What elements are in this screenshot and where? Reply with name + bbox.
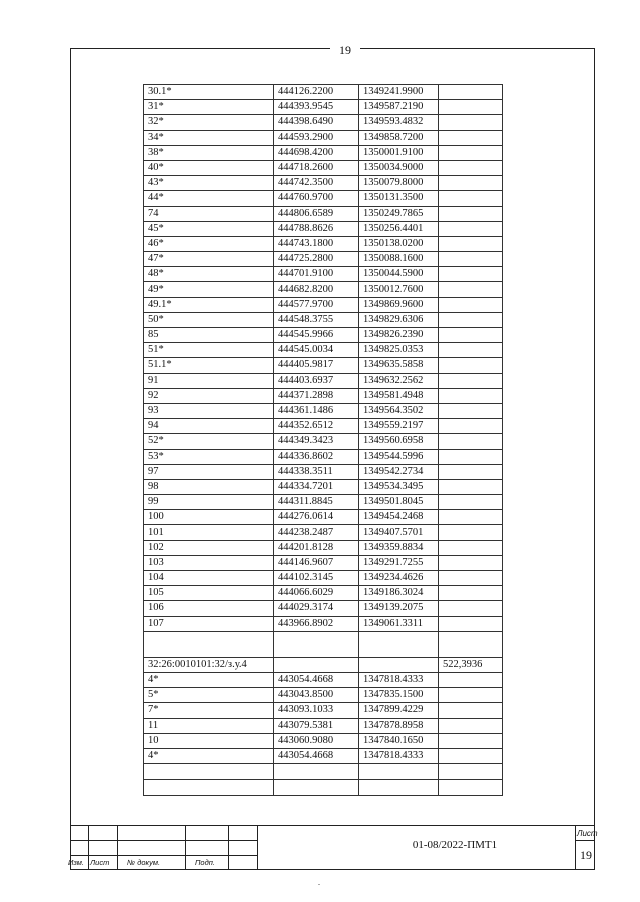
table-cell: 444398.6490 bbox=[274, 115, 359, 130]
table-cell bbox=[439, 616, 503, 631]
table-row bbox=[144, 479, 503, 494]
table-cell bbox=[439, 525, 503, 540]
table-cell: 34* bbox=[144, 130, 274, 145]
table-cell: 1349501.8045 bbox=[359, 495, 439, 510]
table-cell: 1349560.6958 bbox=[359, 434, 439, 449]
table-row bbox=[144, 464, 503, 479]
stamp-row-line bbox=[70, 840, 257, 841]
table-cell: 91 bbox=[144, 373, 274, 388]
table-cell: 1350001.9100 bbox=[359, 145, 439, 160]
table-cell: 4* bbox=[144, 672, 274, 687]
table-cell bbox=[439, 586, 503, 601]
table-cell: 1350079.8000 bbox=[359, 176, 439, 191]
table-cell: 1349593.4832 bbox=[359, 115, 439, 130]
table-row bbox=[144, 328, 503, 343]
table-row bbox=[144, 495, 503, 510]
table-cell: 98 bbox=[144, 479, 274, 494]
table-cell bbox=[274, 764, 359, 780]
table-cell: 1350012.7600 bbox=[359, 282, 439, 297]
table-cell bbox=[439, 358, 503, 373]
table-cell: 443060.9080 bbox=[274, 733, 359, 748]
table-cell: 1349564.3502 bbox=[359, 403, 439, 418]
table-section-header bbox=[144, 657, 503, 672]
table-row bbox=[144, 449, 503, 464]
table-row bbox=[144, 100, 503, 115]
table-cell bbox=[439, 571, 503, 586]
table-cell: 443093.1033 bbox=[274, 703, 359, 718]
table-cell: 444577.9700 bbox=[274, 297, 359, 312]
table-cell: 444725.2800 bbox=[274, 252, 359, 267]
table-row bbox=[144, 312, 503, 327]
table-cell: 444698.4200 bbox=[274, 145, 359, 160]
table-cell: 5* bbox=[144, 688, 274, 703]
document-code: 01-08/2022-ПМТ1 bbox=[412, 839, 498, 851]
table-cell bbox=[439, 434, 503, 449]
table-row bbox=[144, 510, 503, 525]
table-cell: 443079.5381 bbox=[274, 718, 359, 733]
table-cell: 1349186.3024 bbox=[359, 586, 439, 601]
table-row bbox=[144, 130, 503, 145]
table-cell: 444338.3511 bbox=[274, 464, 359, 479]
table-cell: 51* bbox=[144, 343, 274, 358]
table-cell: 444403.6937 bbox=[274, 373, 359, 388]
table-cell: 1349234.4626 bbox=[359, 571, 439, 586]
table-cell: 46* bbox=[144, 236, 274, 251]
table-cell: 444806.6589 bbox=[274, 206, 359, 221]
table-cell: 85 bbox=[144, 328, 274, 343]
table-cell: 107 bbox=[144, 616, 274, 631]
table-cell: 40* bbox=[144, 160, 274, 175]
table-cell: 443054.4668 bbox=[274, 672, 359, 687]
stamp-divider bbox=[257, 826, 258, 870]
table-cell: 32* bbox=[144, 115, 274, 130]
table-cell: 1349587.2190 bbox=[359, 100, 439, 115]
sheet-number: 19 bbox=[580, 848, 592, 862]
table-cell bbox=[439, 100, 503, 115]
stamp-divider bbox=[117, 826, 118, 870]
table-cell: 11 bbox=[144, 718, 274, 733]
table-cell: 1349139.2075 bbox=[359, 601, 439, 616]
table-cell: 1349534.3495 bbox=[359, 479, 439, 494]
table-cell: 1347835.1500 bbox=[359, 688, 439, 703]
table-cell bbox=[439, 328, 503, 343]
scan-speck bbox=[318, 884, 320, 885]
table-cell: 444201.8128 bbox=[274, 540, 359, 555]
table-cell bbox=[439, 703, 503, 718]
table-cell: 94 bbox=[144, 419, 274, 434]
table-cell: 1349826.2390 bbox=[359, 328, 439, 343]
table-row bbox=[144, 733, 503, 748]
table-cell: 444361.1486 bbox=[274, 403, 359, 418]
table-cell bbox=[439, 479, 503, 494]
table-cell bbox=[359, 657, 439, 672]
table-cell: 444545.9966 bbox=[274, 328, 359, 343]
table-cell: 1350131.3500 bbox=[359, 191, 439, 206]
table-cell bbox=[359, 764, 439, 780]
table-cell bbox=[274, 631, 359, 657]
table-cell: 444311.8845 bbox=[274, 495, 359, 510]
coordinates-table bbox=[143, 84, 503, 796]
table-cell bbox=[439, 449, 503, 464]
table-cell bbox=[439, 718, 503, 733]
table-row bbox=[144, 388, 503, 403]
table-row bbox=[144, 434, 503, 449]
table-cell bbox=[144, 764, 274, 780]
table-cell bbox=[439, 540, 503, 555]
table-cell: 444682.8200 bbox=[274, 282, 359, 297]
table-cell bbox=[439, 601, 503, 616]
stamp-label-sign: Подп. bbox=[195, 858, 215, 867]
table-cell bbox=[439, 495, 503, 510]
table-cell: 444701.9100 bbox=[274, 267, 359, 282]
table-cell: 444029.3174 bbox=[274, 601, 359, 616]
table-cell: 1349407.5701 bbox=[359, 525, 439, 540]
table-cell bbox=[439, 403, 503, 418]
table-row bbox=[144, 282, 503, 297]
table-row bbox=[144, 419, 503, 434]
stamp-divider bbox=[228, 826, 229, 870]
table-cell: 444371.2898 bbox=[274, 388, 359, 403]
table-row-empty bbox=[144, 780, 503, 796]
table-cell: 50* bbox=[144, 312, 274, 327]
table-cell bbox=[144, 631, 274, 657]
table-row bbox=[144, 343, 503, 358]
table-cell bbox=[439, 221, 503, 236]
table-cell: 1347818.4333 bbox=[359, 748, 439, 763]
table-row bbox=[144, 145, 503, 160]
table-row bbox=[144, 540, 503, 555]
table-row bbox=[144, 703, 503, 718]
table-row bbox=[144, 191, 503, 206]
table-cell bbox=[439, 191, 503, 206]
table-cell bbox=[439, 373, 503, 388]
table-cell: 444334.7201 bbox=[274, 479, 359, 494]
table-cell bbox=[439, 764, 503, 780]
table-cell: 1347878.8958 bbox=[359, 718, 439, 733]
title-block bbox=[70, 825, 595, 870]
table-cell: 106 bbox=[144, 601, 274, 616]
table-cell: 1349241.9900 bbox=[359, 85, 439, 100]
table-cell: 1350044.5900 bbox=[359, 267, 439, 282]
table-cell bbox=[439, 419, 503, 434]
table-cell: 1350249.7865 bbox=[359, 206, 439, 221]
table-cell: 4* bbox=[144, 748, 274, 763]
table-cell: 1347840.1650 bbox=[359, 733, 439, 748]
table-cell: 444788.8626 bbox=[274, 221, 359, 236]
table-row bbox=[144, 236, 503, 251]
table-cell: 444146.9607 bbox=[274, 555, 359, 570]
table-cell: 444336.8602 bbox=[274, 449, 359, 464]
table-cell bbox=[439, 510, 503, 525]
table-cell bbox=[439, 312, 503, 327]
table-cell bbox=[439, 176, 503, 191]
table-cell bbox=[439, 145, 503, 160]
table-cell: 1350034.9000 bbox=[359, 160, 439, 175]
table-row bbox=[144, 297, 503, 312]
table-cell bbox=[274, 780, 359, 796]
table-cell: 444545.0034 bbox=[274, 343, 359, 358]
table-cell: 47* bbox=[144, 252, 274, 267]
table-row bbox=[144, 403, 503, 418]
table-row bbox=[144, 358, 503, 373]
table-row bbox=[144, 555, 503, 570]
table-cell: 444126.2200 bbox=[274, 85, 359, 100]
table-cell: 32:26:0010101:32/з.у.4 bbox=[144, 657, 274, 672]
table-cell: 1349359.8834 bbox=[359, 540, 439, 555]
table-cell: 443966.8902 bbox=[274, 616, 359, 631]
table-cell: 1349869.9600 bbox=[359, 297, 439, 312]
table-cell: 1347818.4333 bbox=[359, 672, 439, 687]
table-row bbox=[144, 252, 503, 267]
table-cell: 30.1* bbox=[144, 85, 274, 100]
table-cell: 1349825.0353 bbox=[359, 343, 439, 358]
table-row bbox=[144, 221, 503, 236]
table-cell: 38* bbox=[144, 145, 274, 160]
table-cell bbox=[439, 282, 503, 297]
table-cell bbox=[359, 631, 439, 657]
stamp-label-doc: № докум. bbox=[127, 858, 161, 867]
table-cell bbox=[439, 464, 503, 479]
table-cell: 1350088.1600 bbox=[359, 252, 439, 267]
table-cell: 1349559.2197 bbox=[359, 419, 439, 434]
table-cell bbox=[439, 206, 503, 221]
table-cell: 444352.6512 bbox=[274, 419, 359, 434]
table-cell bbox=[439, 733, 503, 748]
stamp-label-izm: Изм. bbox=[68, 858, 84, 867]
table-cell: 1349632.2562 bbox=[359, 373, 439, 388]
stamp-divider bbox=[185, 826, 186, 870]
table-cell: 52* bbox=[144, 434, 274, 449]
table-cell: 444102.3145 bbox=[274, 571, 359, 586]
table-cell: 522,3936 bbox=[439, 657, 503, 672]
table-cell: 51.1* bbox=[144, 358, 274, 373]
table-cell: 444405.9817 bbox=[274, 358, 359, 373]
table-cell: 444718.2600 bbox=[274, 160, 359, 175]
table-cell: 49.1* bbox=[144, 297, 274, 312]
table-row bbox=[144, 586, 503, 601]
table-row bbox=[144, 373, 503, 388]
table-row bbox=[144, 672, 503, 687]
table-cell: 45* bbox=[144, 221, 274, 236]
table-row bbox=[144, 571, 503, 586]
table-cell: 444238.2487 bbox=[274, 525, 359, 540]
table-cell: 103 bbox=[144, 555, 274, 570]
table-cell bbox=[439, 343, 503, 358]
table-cell: 1349061.3311 bbox=[359, 616, 439, 631]
table-cell bbox=[274, 657, 359, 672]
table-cell bbox=[439, 130, 503, 145]
table-cell: 93 bbox=[144, 403, 274, 418]
table-cell: 444066.6029 bbox=[274, 586, 359, 601]
table-cell bbox=[439, 388, 503, 403]
table-row bbox=[144, 267, 503, 282]
stamp-divider bbox=[88, 826, 89, 870]
table-cell: 1349829.6306 bbox=[359, 312, 439, 327]
table-cell: 444276.0614 bbox=[274, 510, 359, 525]
table-cell: 1349291.7255 bbox=[359, 555, 439, 570]
table-cell: 92 bbox=[144, 388, 274, 403]
table-row bbox=[144, 616, 503, 631]
table-cell: 1349858.7200 bbox=[359, 130, 439, 145]
table-cell: 44* bbox=[144, 191, 274, 206]
table-cell: 444742.3500 bbox=[274, 176, 359, 191]
table-cell bbox=[439, 160, 503, 175]
table-cell: 10 bbox=[144, 733, 274, 748]
table-cell: 444760.9700 bbox=[274, 191, 359, 206]
table-row bbox=[144, 176, 503, 191]
table-cell bbox=[439, 236, 503, 251]
table-cell: 1349581.4948 bbox=[359, 388, 439, 403]
table-cell bbox=[439, 555, 503, 570]
table-row bbox=[144, 601, 503, 616]
table-row bbox=[144, 206, 503, 221]
stamp-label-list: Лист bbox=[90, 858, 110, 867]
table-cell bbox=[439, 252, 503, 267]
table-cell: 1350256.4401 bbox=[359, 221, 439, 236]
table-cell bbox=[439, 672, 503, 687]
table-cell bbox=[439, 267, 503, 282]
table-row-empty bbox=[144, 764, 503, 780]
table-cell: 105 bbox=[144, 586, 274, 601]
table-row bbox=[144, 115, 503, 130]
table-cell bbox=[439, 297, 503, 312]
table-cell: 444743.1800 bbox=[274, 236, 359, 251]
table-cell bbox=[439, 748, 503, 763]
table-cell: 444393.9545 bbox=[274, 100, 359, 115]
table-cell: 443054.4668 bbox=[274, 748, 359, 763]
table-row bbox=[144, 748, 503, 763]
table-cell: 1347899.4229 bbox=[359, 703, 439, 718]
table-cell: 444593.2900 bbox=[274, 130, 359, 145]
table-cell: 100 bbox=[144, 510, 274, 525]
table-cell: 443043.8500 bbox=[274, 688, 359, 703]
table-cell: 7* bbox=[144, 703, 274, 718]
page-number-top: 19 bbox=[330, 44, 360, 56]
stamp-row-line bbox=[70, 855, 257, 856]
table-cell bbox=[359, 780, 439, 796]
table-cell: 102 bbox=[144, 540, 274, 555]
table-cell: 53* bbox=[144, 449, 274, 464]
table-row bbox=[144, 688, 503, 703]
table-row bbox=[144, 525, 503, 540]
table-row bbox=[144, 85, 503, 100]
table-cell bbox=[439, 85, 503, 100]
table-row-empty bbox=[144, 631, 503, 657]
table-cell: 43* bbox=[144, 176, 274, 191]
table-cell bbox=[439, 631, 503, 657]
table-cell: 444548.3755 bbox=[274, 312, 359, 327]
table-cell: 444349.3423 bbox=[274, 434, 359, 449]
table-cell bbox=[439, 688, 503, 703]
table-cell: 101 bbox=[144, 525, 274, 540]
table-cell: 1349542.2734 bbox=[359, 464, 439, 479]
table-cell: 1349454.2468 bbox=[359, 510, 439, 525]
table-cell: 49* bbox=[144, 282, 274, 297]
table-cell bbox=[144, 780, 274, 796]
table-cell: 97 bbox=[144, 464, 274, 479]
sheet-label: Лист bbox=[577, 829, 598, 838]
table-cell: 48* bbox=[144, 267, 274, 282]
table-row bbox=[144, 160, 503, 175]
table-cell: 1349635.5858 bbox=[359, 358, 439, 373]
table-cell: 1350138.0200 bbox=[359, 236, 439, 251]
table-cell: 104 bbox=[144, 571, 274, 586]
table-cell: 74 bbox=[144, 206, 274, 221]
table-cell: 99 bbox=[144, 495, 274, 510]
table-cell: 31* bbox=[144, 100, 274, 115]
table-cell bbox=[439, 780, 503, 796]
table-cell: 1349544.5996 bbox=[359, 449, 439, 464]
table-cell bbox=[439, 115, 503, 130]
table-row bbox=[144, 718, 503, 733]
